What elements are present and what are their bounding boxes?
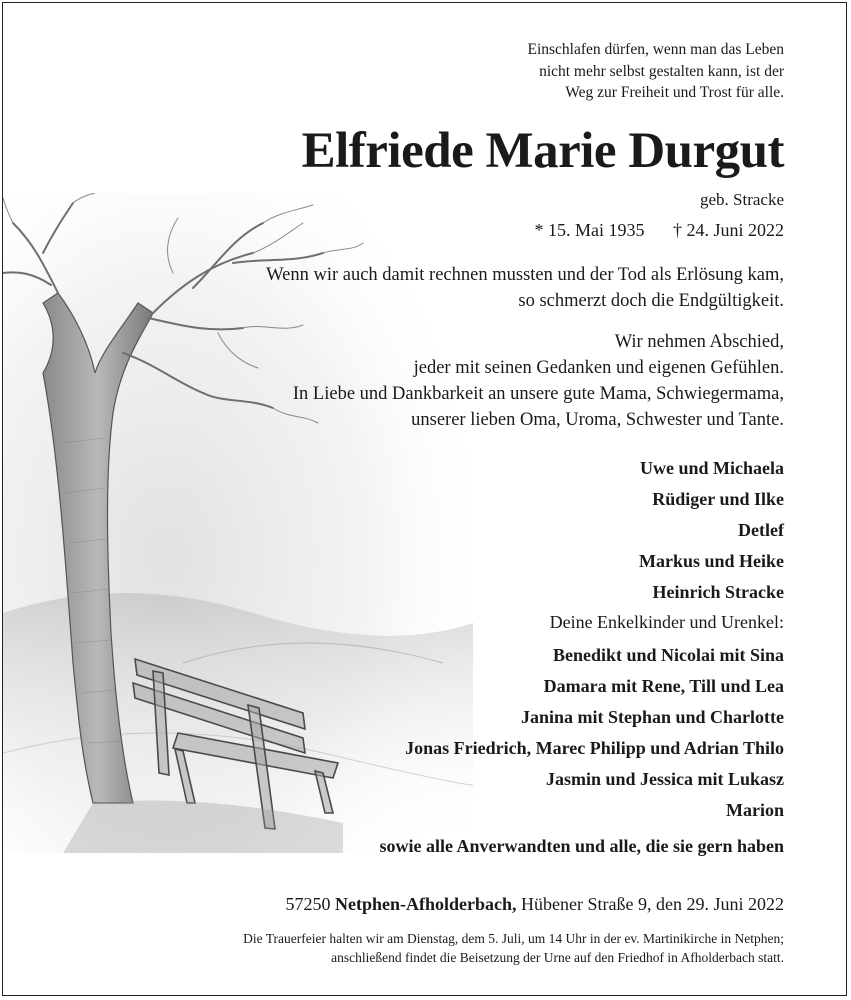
grandchildren-label: Deine Enkelkinder und Urenkel: bbox=[549, 612, 784, 632]
family-member: Uwe und Michaela bbox=[640, 458, 784, 478]
ceremony-line: anschließend findet die Beisetzung der Urne auf den Friedhof in Afholderbach statt. bbox=[331, 950, 784, 965]
postal-code: 57250 bbox=[285, 894, 331, 914]
death-date: † 24. Juni 2022 bbox=[672, 220, 784, 240]
motto-line: Weg zur Freiheit und Trost für alle. bbox=[565, 84, 784, 101]
grandchild-entry: Jasmin und Jessica mit Lukasz bbox=[545, 769, 784, 789]
relatives-line: sowie alle Anverwandten und alle, die sie gern haben bbox=[379, 836, 784, 856]
paragraph-line: Wenn wir auch damit rechnen mussten und der Tod als Erlösung kam, bbox=[266, 265, 784, 285]
paragraph-line: In Liebe und Dankbarkeit an unsere gute Mama, Schwiegermama, bbox=[292, 384, 784, 404]
obituary-notice bbox=[2, 2, 847, 996]
ceremony-line: Die Trauerfeier halten wir am Dienstag, dem 5. Juli, um 14 Uhr in der ev. Martinikirche in Netphen; bbox=[243, 931, 784, 946]
family-member: Markus und Heike bbox=[638, 551, 784, 571]
farewell-paragraph bbox=[293, 329, 784, 433]
motto-line: Einschlafen dürfen, wenn man das Leben bbox=[527, 41, 784, 58]
birth-name: geb. Stracke bbox=[699, 190, 784, 209]
town: Netphen-Afholderbach, bbox=[335, 894, 517, 914]
paragraph-line: so schmerzt doch die Endgültigkeit. bbox=[518, 291, 784, 311]
family-member: Rüdiger und Ilke bbox=[652, 489, 784, 509]
motto bbox=[527, 39, 784, 104]
paragraph-line: jeder mit seinen Gedanken und eigenen Gefühlen. bbox=[413, 358, 784, 378]
motto-line: nicht mehr selbst gestalten kann, ist der bbox=[539, 62, 784, 80]
grandchild-entry: Damara mit Rene, Till und Lea bbox=[543, 676, 784, 696]
grandchild-entry: Jonas Friedrich, Marec Philipp und Adrian Thilo bbox=[405, 738, 784, 758]
life-dates bbox=[534, 218, 784, 242]
address-line bbox=[286, 891, 784, 917]
street-and-date: Hübener Straße 9, den 29. Juni 2022 bbox=[521, 894, 784, 914]
grandchild-entry: Marion bbox=[726, 800, 784, 820]
grandchild-entry: Benedikt und Nicolai mit Sina bbox=[552, 645, 784, 665]
grandchildren-list bbox=[405, 640, 784, 826]
family-member: Heinrich Stracke bbox=[652, 582, 784, 602]
grandchild-entry: Janina mit Stephan und Charlotte bbox=[520, 707, 784, 727]
birth-date: * 15. Mai 1935 bbox=[534, 220, 645, 240]
family-list bbox=[639, 453, 784, 608]
ceremony-info bbox=[243, 929, 784, 967]
paragraph-line: Wir nehmen Abschied, bbox=[614, 332, 784, 352]
condolence-paragraph bbox=[266, 262, 784, 314]
family-member: Detlef bbox=[738, 520, 784, 540]
paragraph-line: unserer lieben Oma, Uroma, Schwester und Tante. bbox=[411, 410, 784, 430]
deceased-name: Elfriede Marie Durgut bbox=[301, 123, 784, 179]
